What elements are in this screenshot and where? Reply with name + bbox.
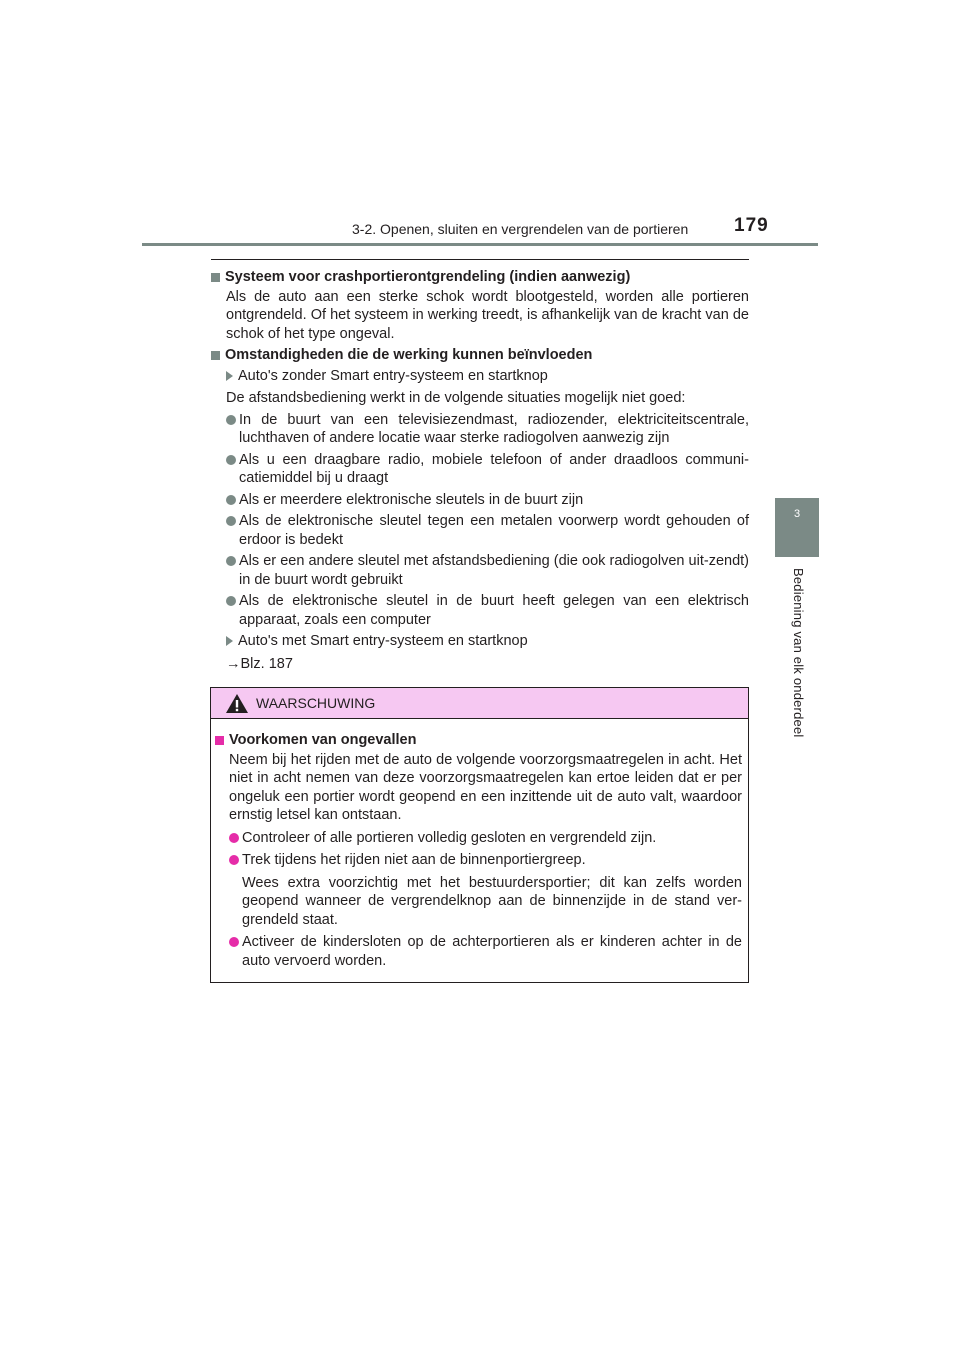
triangle-arrow-icon (226, 371, 233, 381)
chapter-label: Bediening van elk onderdeel (791, 568, 806, 738)
list-item: In de buurt van een televisiezendmast, radiozender, elektriciteitscentrale, luchthaven of andere locatie waar sterke radiogolven aanwezig zijn (226, 411, 749, 448)
list-item: Als er meerdere elektronische sleutels in de buurt zijn (226, 491, 749, 510)
warning-triangle-icon (225, 693, 249, 714)
content-rule (211, 259, 749, 260)
bullet-dot-icon (226, 556, 236, 566)
paragraph: Als de auto aan een sterke schok wordt blootgesteld, worden alle portieren ontgrendeld. Of het systeem in werking treedt, is afhankelijk van de kracht van de schok of het type ongeval. (226, 288, 749, 342)
bullet-dot-icon (229, 937, 239, 947)
bullet-dot-icon (226, 495, 236, 505)
bullet-dot-icon (226, 455, 236, 465)
warning-title: WAARSCHUWING (256, 695, 376, 711)
warning-heading: Voorkomen van ongevallen (215, 731, 742, 750)
list-item: Controleer of alle portieren volledig gesloten en vergrendeld zijn. (229, 829, 742, 848)
bullet-dot-icon (226, 415, 236, 425)
section-heading: Omstandigheden die de werking kunnen beïnvloeden (211, 346, 749, 365)
main-content (211, 268, 749, 673)
bullet-dot-icon (229, 833, 239, 843)
list-item: Als de elektronische sleutel tegen een metalen voorwerp wordt gehouden of erdoor is bedekt (226, 512, 749, 549)
paragraph: Neem bij het rijden met de auto de volgende voorzorgsmaatregelen in acht. Het niet in acht nemen van deze voorzorgsmaatregelen kan ertoe leiden dat er per ongeluk een portier wordt geopend en een inzittende uit de auto valt, waardoor ernstig letsel kan ontstaan. (229, 751, 742, 823)
sub-heading: Auto's zonder Smart entry-systeem en startknop (226, 367, 749, 386)
warning-box (210, 687, 749, 983)
bullet-dot-icon (229, 855, 239, 865)
page-number: 179 (734, 215, 769, 236)
list-item: Als er een andere sleutel met afstandsbediening (die ook radiogolven uit-zendt) in de buurt wordt gebruikt (226, 552, 749, 589)
sub-heading: Auto's met Smart entry-systeem en startknop (226, 632, 749, 651)
section-title: 3-2. Openen, sluiten en vergrendelen van de portieren (352, 221, 689, 237)
square-bullet-icon (211, 351, 220, 360)
bullet-dot-icon (226, 516, 236, 526)
warning-body (211, 719, 748, 970)
bullet-dot-icon (226, 596, 236, 606)
page-reference-link[interactable]: →Blz. 187 (226, 655, 293, 672)
square-bullet-icon (215, 736, 224, 745)
header-rule (142, 243, 818, 246)
list-item: Als u een draagbare radio, mobiele telefoon of ander draadloos communi-catiemiddel bij u draagt (226, 451, 749, 488)
warning-header (211, 688, 748, 719)
paragraph: De afstandsbediening werkt in de volgende situaties mogelijk niet goed: (226, 390, 686, 406)
list-item: Activeer de kindersloten op de achterportieren als er kinderen achter in de auto vervoerd worden. (229, 933, 742, 970)
note-paragraph: Wees extra voorzichtig met het bestuurdersportier; dit kan zelfs worden geopend wanneer de vergrendelknop aan de binnenzijde in de stand ver-grendeld staat. (242, 874, 742, 928)
triangle-arrow-icon (226, 636, 233, 646)
square-bullet-icon (211, 273, 220, 282)
chapter-tab: 3 (775, 498, 819, 557)
list-item: Trek tijdens het rijden niet aan de binnenportiergreep. (229, 851, 742, 870)
list-item: Als de elektronische sleutel in de buurt heeft gelegen van een elektrisch apparaat, zoals een computer (226, 592, 749, 629)
section-heading: Systeem voor crashportierontgrendeling (indien aanwezig) (211, 268, 749, 287)
